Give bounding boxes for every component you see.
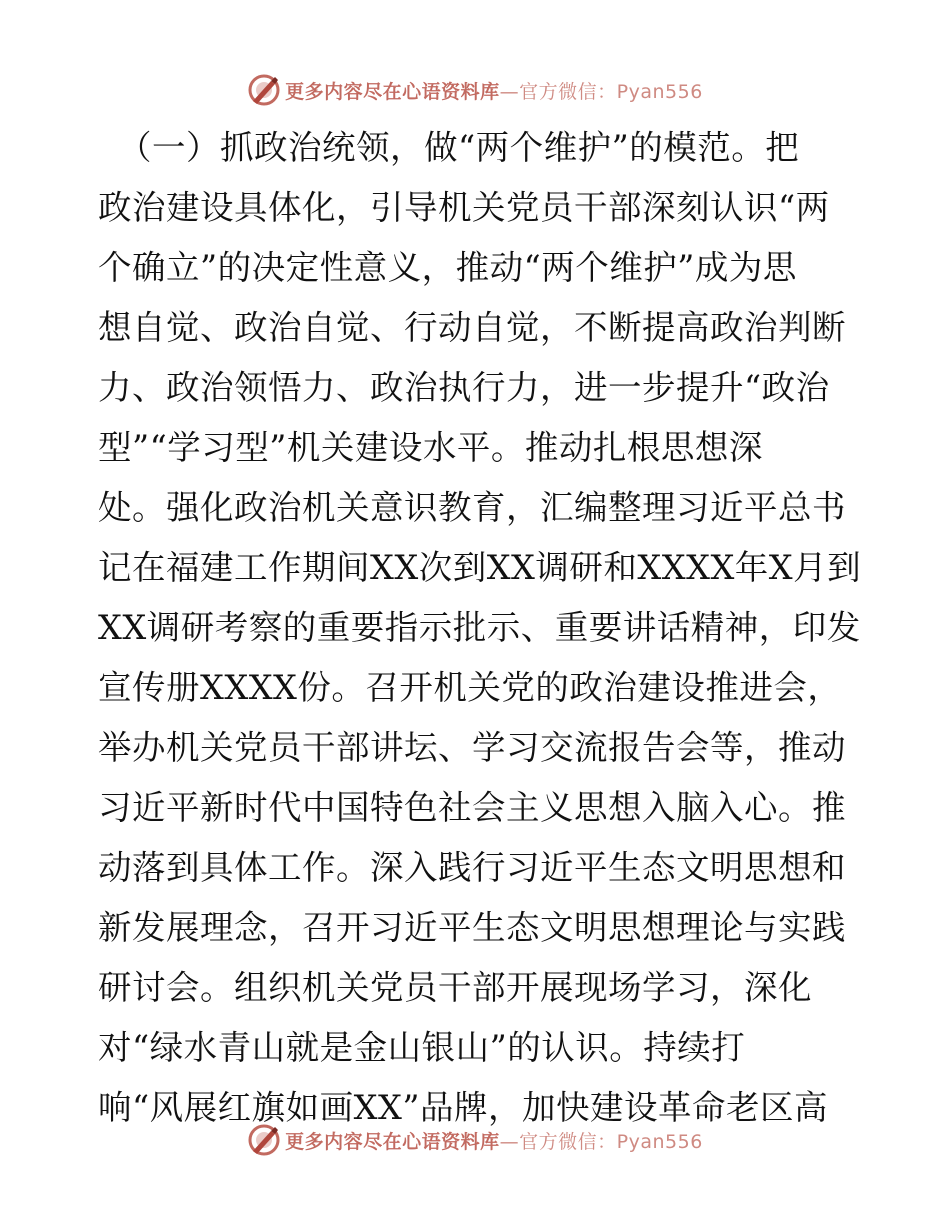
text-line: 力、政治领悟力、政治执行力，进一步提升“政治 <box>98 368 830 407</box>
text-line: （一）抓政治统领，做“两个维护”的模范。把 <box>118 128 800 167</box>
watermark-sub-text: —官方微信：Pyan556 <box>499 1130 703 1153</box>
text-line: 新发展理念，召开习近平生态文明思想理论与实践 <box>98 908 846 947</box>
text-line: 响“风展红旗如画XX”品牌，加快建设革命老区高 <box>98 1088 828 1127</box>
header-watermark <box>0 68 950 112</box>
watermark-text <box>285 77 703 104</box>
watermark-main-text: 更多内容尽在心语资料库 <box>285 1130 500 1153</box>
text-line: 举办机关党员干部讲坛、学习交流报告会等，推动 <box>98 728 846 767</box>
text-line: 对“绿水青山就是金山银山”的认识。持续打 <box>98 1028 746 1067</box>
document-body <box>0 118 950 1127</box>
pen-logo-icon <box>247 73 281 107</box>
pen-logo-icon <box>247 1123 281 1157</box>
text-line: 习近平新时代中国特色社会主义思想入脑入心。推 <box>98 788 846 827</box>
text-line: 动落到具体工作。深入践行习近平生态文明思想和 <box>98 848 846 887</box>
text-line: 想自觉、政治自觉、行动自觉，不断提高政治判断 <box>98 308 846 347</box>
text-line: 政治建设具体化，引导机关党员干部深刻认识“两 <box>98 188 830 227</box>
watermark-main-text: 更多内容尽在心语资料库 <box>285 80 500 103</box>
watermark-text <box>285 1127 703 1154</box>
text-line: 研讨会。组织机关党员干部开展现场学习，深化 <box>98 968 812 1007</box>
text-line: 个确立”的决定性意义，推动“两个维护”成为思 <box>98 248 797 287</box>
text-line: 宣传册XXXX份。召开机关党的政治建设推进会， <box>98 668 842 707</box>
text-line: XX调研考察的重要指示批示、重要讲话精神，印发 <box>98 608 861 647</box>
text-line: 处。强化政治机关意识教育，汇编整理习近平总书 <box>98 488 846 527</box>
text-line: 记在福建工作期间XX次到XX调研和XXXX年X月到 <box>98 548 862 587</box>
watermark-sub-text: —官方微信：Pyan556 <box>499 80 703 103</box>
text-line: 型”“学习型”机关建设水平。推动扎根思想深 <box>98 428 763 467</box>
footer-watermark <box>0 1118 950 1162</box>
